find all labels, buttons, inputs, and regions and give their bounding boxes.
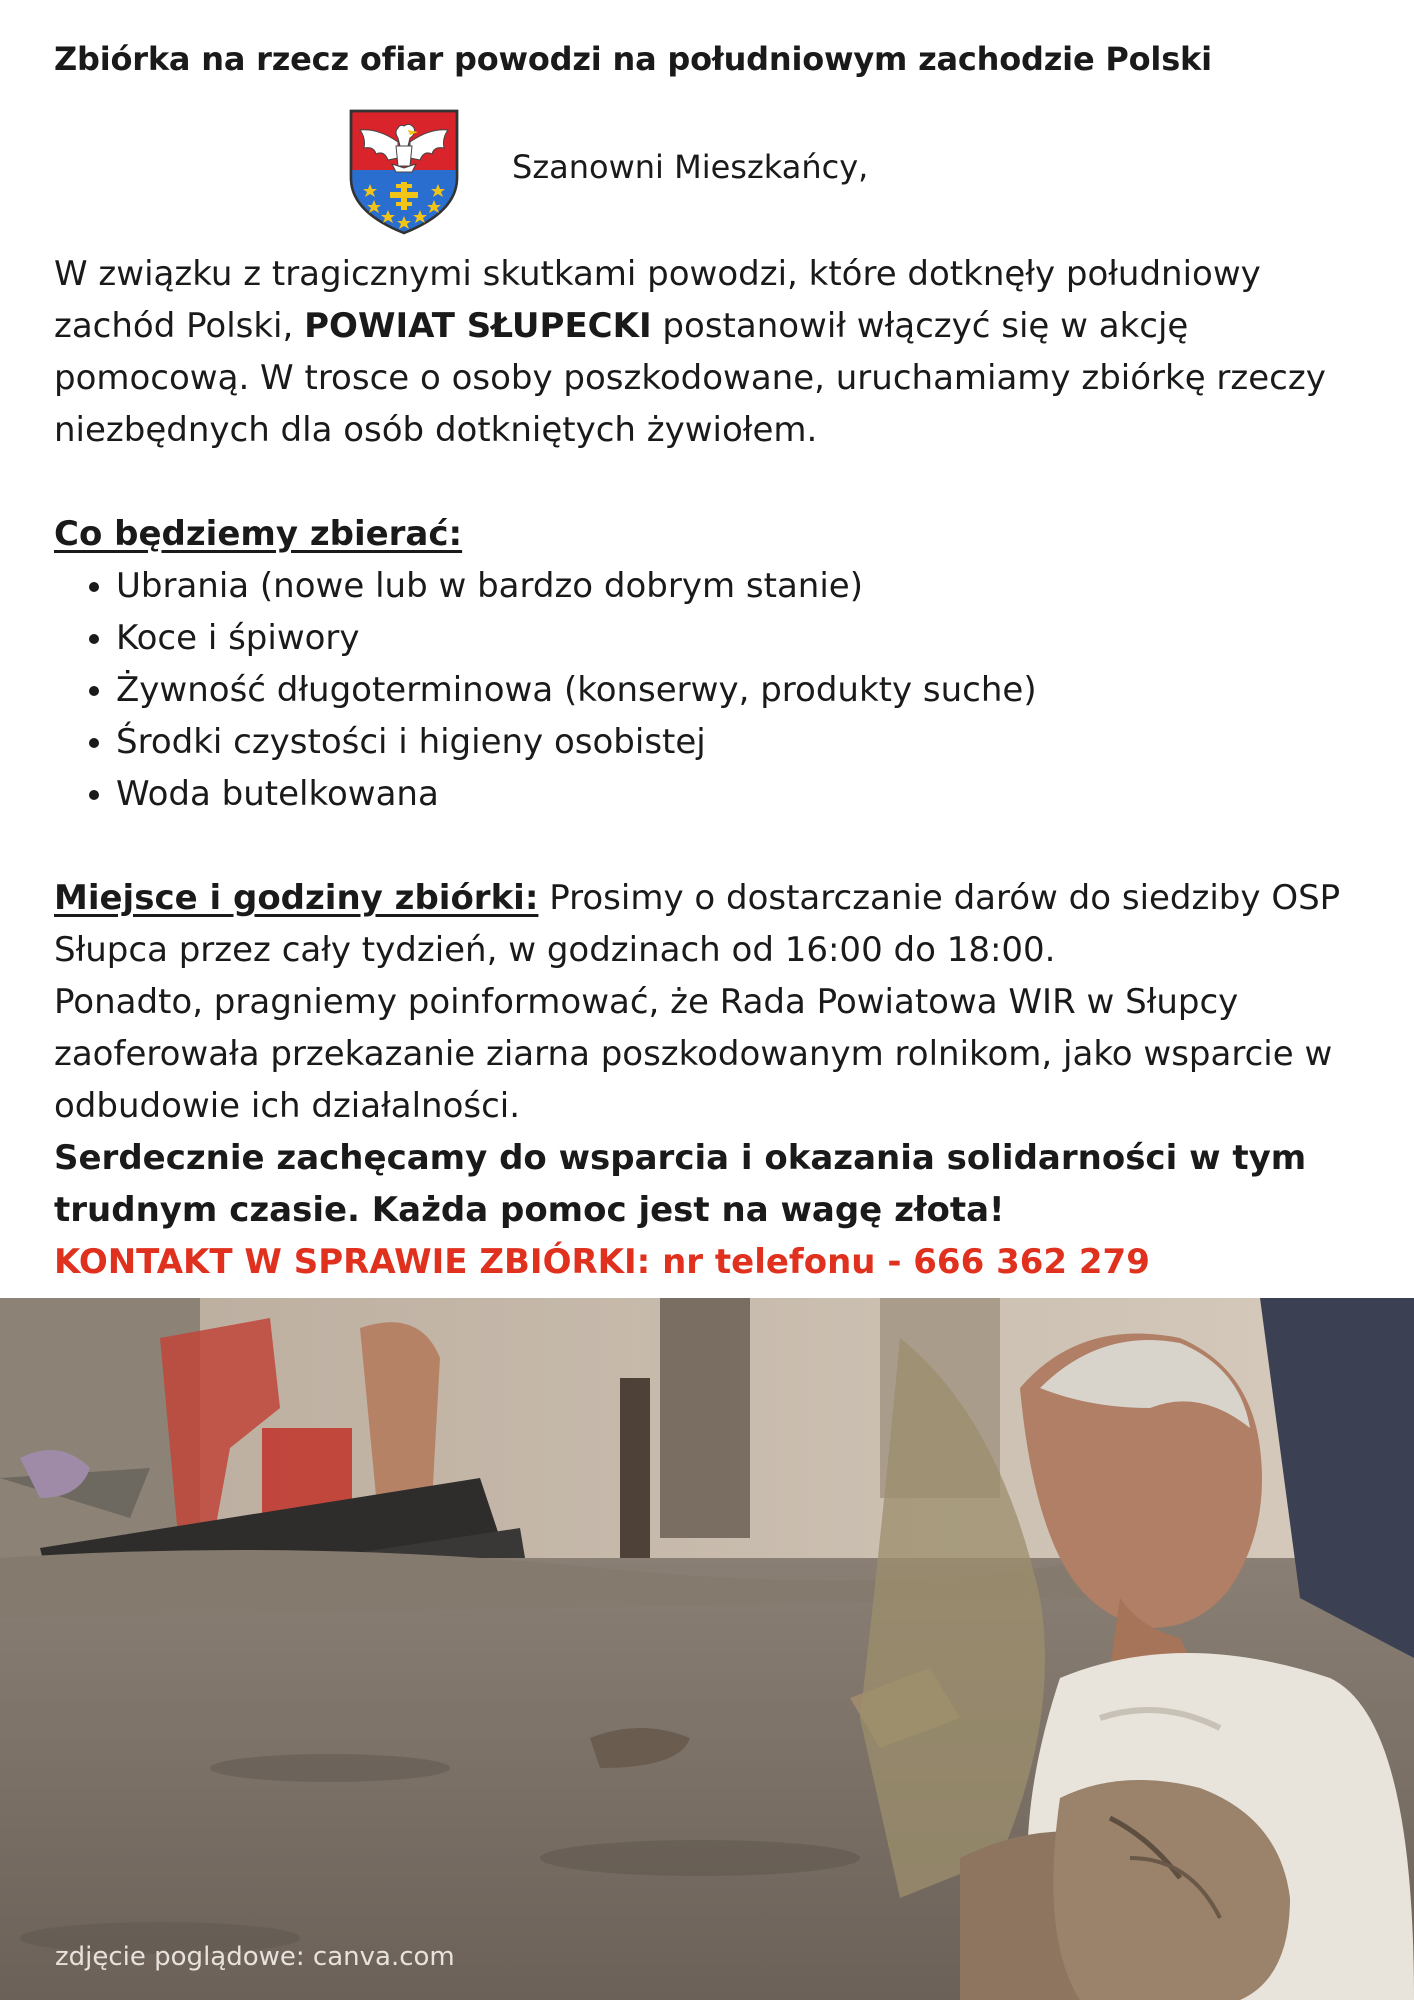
collection-item: • Środki czystości i higieny osobistej bbox=[116, 716, 1374, 768]
collection-item: • Woda butelkowana bbox=[116, 768, 1374, 820]
collection-item: • Żywność długoterminowa (konserwy, produkty suche) bbox=[116, 664, 1374, 716]
collection-heading: Co będziemy zbierać: bbox=[54, 514, 463, 554]
place-heading: Miejsce i godziny zbiórki: bbox=[54, 878, 539, 918]
collection-list bbox=[54, 560, 1374, 820]
greeting: Szanowni Mieszkańcy, bbox=[512, 148, 869, 186]
place-text: Prosimy o dostarczanie darów do siedziby OSP Słupca przez cały tydzień, w godzinach od 16:00 do 18:00. bbox=[54, 878, 1341, 970]
appeal-text: Serdecznie zachęcamy do wsparcia i okazania solidarności w tym trudnym czasie. Każda pomoc jest na wagę złota! bbox=[54, 1138, 1307, 1230]
contact-info: KONTAKT W SPRAWIE ZBIÓRKI: nr telefonu - 666 362 279 bbox=[54, 1242, 1150, 1282]
intro-text: W związku z tragicznymi skutkami powodzi, które dotknęły południowy zachód Polski, bbox=[54, 254, 1261, 346]
intro-text-continued: postanowił włączyć się w akcję pomocową. W trosce o osoby poszkodowane, uruchamiamy zbiórkę rzeczy niezbędnych dla osób dotkniętych żywiołem. bbox=[54, 306, 1326, 450]
flood-photo bbox=[0, 1298, 1414, 2000]
announcement-body bbox=[54, 248, 1374, 1288]
collection-item: • Koce i śpiwory bbox=[116, 612, 1374, 664]
photo-caption: zdjęcie poglądowe: canva.com bbox=[55, 1942, 455, 1972]
additional-info: Ponadto, pragniemy poinformować, że Rada Powiatowa WIR w Słupcy zaoferowała przekazanie ziarna poszkodowanym rolnikom, jako wsparcie w odbudowie ich działalności. bbox=[54, 982, 1333, 1126]
intro-powiat-name: POWIAT SŁUPECKI bbox=[304, 306, 652, 346]
collection-item: • Ubrania (nowe lub w bardzo dobrym stanie) bbox=[116, 560, 1374, 612]
powiat-coat-of-arms-icon bbox=[348, 108, 460, 236]
page-title: Zbiórka na rzecz ofiar powodzi na południowym zachodzie Polski bbox=[54, 40, 1212, 78]
intro-paragraph bbox=[54, 248, 1374, 456]
place-paragraph bbox=[54, 872, 1374, 976]
